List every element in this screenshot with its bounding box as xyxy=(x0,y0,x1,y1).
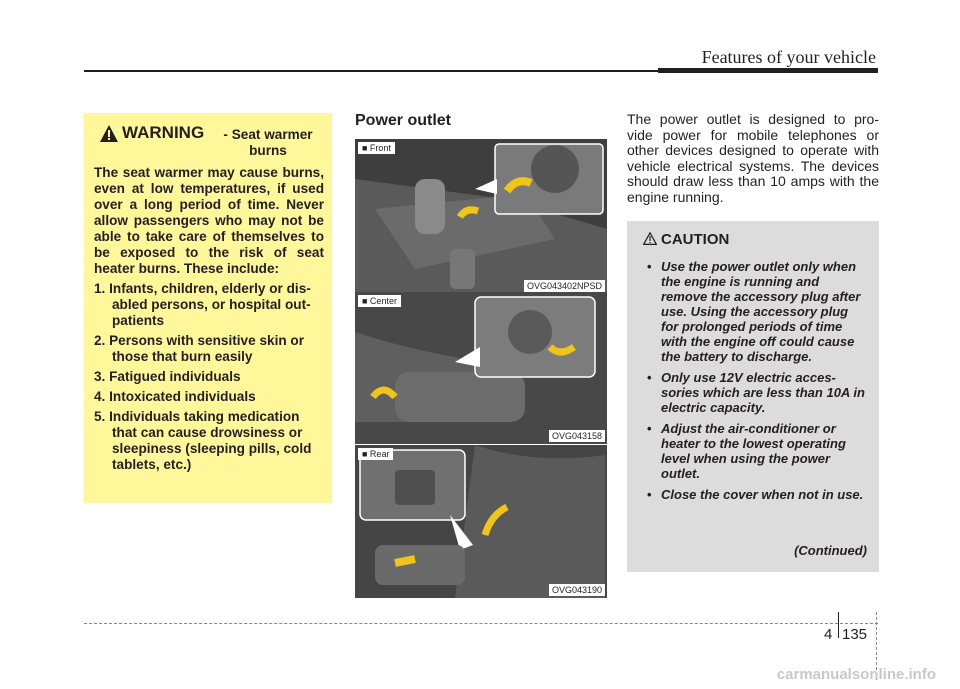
chapter-number: 4 xyxy=(824,626,833,643)
photo-label: ■ Rear xyxy=(358,448,393,460)
header-rule-accent xyxy=(658,68,878,73)
warning-heading xyxy=(94,125,324,161)
page-number: 135 xyxy=(842,626,868,643)
front-console-illustration xyxy=(355,139,607,294)
photo-code: OVG043158 xyxy=(549,430,605,442)
list-item: • Only use 12V electric acces- sories which are less than 10A in electric capacity. xyxy=(647,370,867,415)
photo-rear xyxy=(355,445,607,598)
list-item: 4. Intoxicated individuals xyxy=(94,389,256,404)
section-title: Power outlet xyxy=(355,112,452,129)
photo-code: OVG043402NPSD xyxy=(524,280,605,292)
list-item: • Adjust the air-conditioner or heater to the lowest operating level when using the power outlet. xyxy=(647,421,867,481)
caution-triangle-icon xyxy=(643,232,657,245)
footer-rule xyxy=(84,623,878,624)
caution-heading xyxy=(647,231,867,255)
warning-intro: The seat warmer may cause burns, even at low temperatures, if used over a long period of time. Never allow passengers who may not be able to take care of themselves to be exposed to the risk of seat heater burns. These include: xyxy=(94,165,324,276)
list-item: 2. Persons with sensitive skin or those that burn easily xyxy=(94,333,305,364)
warning-label: WARNING xyxy=(122,123,205,142)
center-armrest-illustration xyxy=(355,292,607,444)
caution-box xyxy=(627,221,879,572)
caution-list xyxy=(647,259,867,502)
warning-box xyxy=(84,113,332,503)
photo-label: ■ Front xyxy=(358,142,395,154)
photo-center xyxy=(355,292,607,444)
photo-label: ■ Center xyxy=(358,295,401,307)
photo-front xyxy=(355,139,607,294)
watermark: carmanualsonline.info xyxy=(776,666,936,683)
list-item: 1. Infants, children, elderly or dis- abled persons, or hospital out- patients xyxy=(94,281,311,328)
footer-separator xyxy=(838,612,839,638)
warning-triangle-icon xyxy=(100,125,118,142)
warning-list xyxy=(94,281,324,473)
list-item: 3. Fatigued individuals xyxy=(94,369,241,384)
list-item: • Use the power outlet only when the engine is running and remove the accessory plug after use. Using the accessory plug for prolonged periods of time with the engine off could cause the battery to discharge. xyxy=(647,259,867,364)
list-item: • Close the cover when not in use. xyxy=(647,487,867,502)
list-item: 5. Individuals taking medication that can cause drowsiness or sleepiness (sleeping pills, cold tablets, etc.) xyxy=(94,409,312,472)
page-header-title: Features of your vehicle xyxy=(701,47,876,67)
rear-seat-illustration xyxy=(355,445,607,598)
continued-label: (Continued) xyxy=(794,543,867,558)
caution-label: CAUTION xyxy=(661,231,730,248)
warning-subtitle: - Seat warmer burns xyxy=(223,127,313,158)
body-paragraph: The power outlet is designed to pro- vide power for mobile telephones or other devices designed to operate with vehicle electrical systems. The devices should draw less than 10 amps with the engine running. xyxy=(627,111,879,205)
photo-code: OVG043190 xyxy=(549,584,605,596)
